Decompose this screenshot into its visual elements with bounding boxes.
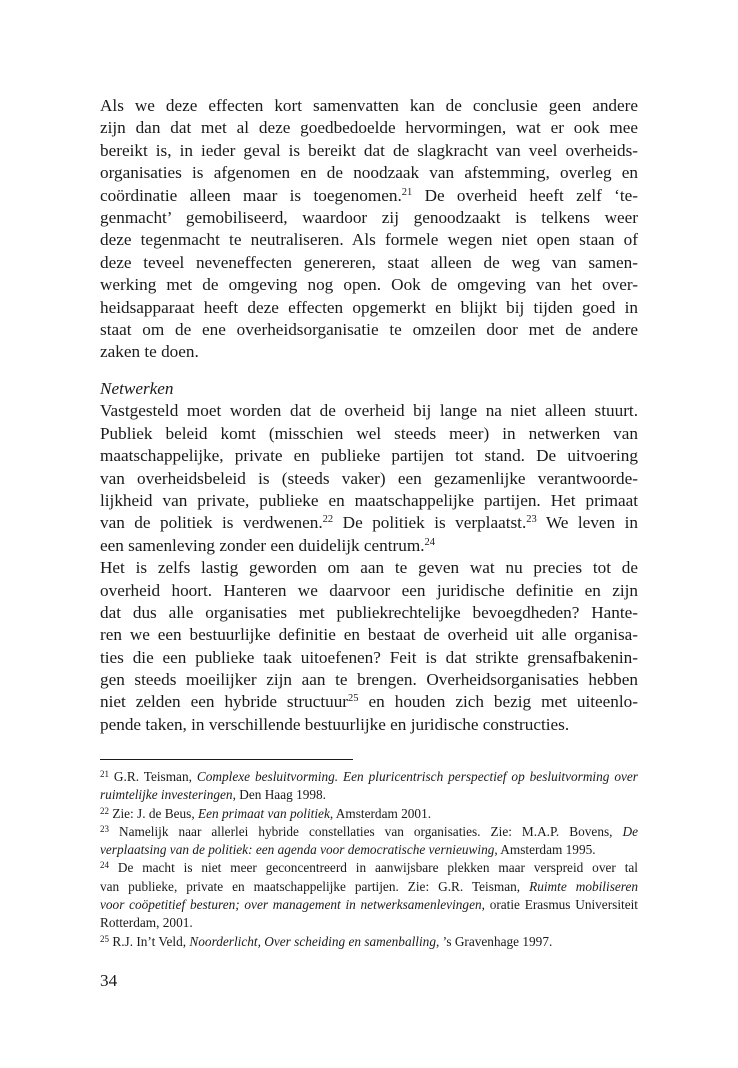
- body-line: bereikt is, in ieder geval is bereikt dat de slagkracht van veel overheids-: [100, 140, 638, 160]
- body-text: De overheid heeft zelf ‘te-: [412, 185, 638, 205]
- body-line: pende taken, in verschillende bestuurlijke en juridische constructies.: [100, 714, 570, 734]
- paragraph-3: [100, 557, 638, 736]
- body-line: Als we deze effecten kort samenvatten kan de conclusie geen andere: [100, 96, 638, 115]
- body-line: deze teveel neveneffecten genereren, staat alleen de weg van samen-: [100, 252, 638, 272]
- footnote-title: Een primaat van politiek: [198, 805, 330, 821]
- footnote-22: [100, 805, 638, 823]
- section-heading: Netwerken: [100, 379, 174, 398]
- body-line: deze tegenmacht te neutraliseren. Als formele wegen niet open staan of: [100, 230, 638, 250]
- footnote-text: , Amsterdam 2001.: [329, 805, 432, 821]
- section-networks: [100, 378, 638, 736]
- footnote-title: voor coöpetitief besturen; over management in netwerksamenlevingen: [100, 897, 482, 913]
- footnote-text: Namelijk naar allerlei hybride constellaties van organisaties. Zie: M.A.P. Bovens,: [109, 823, 623, 839]
- footnote-title: Complexe besluitvorming. Een pluricentrisch perspectief op besluitvorming over: [196, 769, 638, 784]
- footnote-line: [100, 786, 638, 804]
- footnote-25: [100, 933, 638, 951]
- footnote-text: R.J. In’t Veld,: [109, 933, 190, 949]
- footnote-line: [100, 823, 638, 841]
- footnotes: [100, 768, 638, 951]
- footnote-title: De: [622, 823, 638, 839]
- body-line: dat dus alle organisaties met publiekrechtelijke bevoegdheden? Hante-: [100, 602, 638, 622]
- body-line: [100, 185, 638, 207]
- footnote-line: [100, 933, 638, 951]
- body-line: [100, 535, 638, 557]
- body-line: ties die een publieke taak uitoefenen? Feit is dat strikte grensafbakenin-: [100, 647, 638, 667]
- body-text: een samenleving zonder een duidelijk centrum.: [100, 535, 425, 555]
- footnote-title: Ruimte mobiliseren: [529, 878, 639, 894]
- body-line: [100, 691, 638, 713]
- body-text: niet zelden een hybride structuur: [100, 692, 349, 712]
- body-line: van overheidsbeleid is (steeds vaker) een gezamenlijke verantwoorde-: [100, 468, 638, 488]
- footnote-line: [100, 859, 638, 877]
- footnote-title: verplaatsing van de politiek: een agenda voor democratische vernieuwing: [100, 842, 495, 858]
- footnote-number: 21: [100, 769, 109, 779]
- body-text: coördinatie alleen maar is toegenomen.: [100, 185, 402, 205]
- body-line: zijn dan dat met al deze goedbedoelde hervormingen, wat er ook mee: [100, 118, 638, 138]
- footnote-ref-23[interactable]: 23: [526, 514, 537, 526]
- body-line: genmacht’ gemobiliseerd, waardoor zij genoodzaakt is telkens weer: [100, 207, 638, 227]
- paragraph-1: [100, 95, 638, 364]
- footnote-ref-25[interactable]: 25: [348, 693, 359, 705]
- footnote-title: ruimtelijke investeringen: [100, 787, 233, 803]
- footnote-23: [100, 823, 638, 860]
- footnote-number: 25: [100, 933, 109, 944]
- footnote-number: 24: [100, 860, 109, 871]
- body-line: ren we een bestuurlijke definitie en bestaat de overheid uit alle organisa-: [100, 625, 638, 645]
- footnote-ref-21[interactable]: 21: [401, 186, 413, 198]
- footnote-title: Noorderlicht, Over scheiding en samenballing: [189, 933, 436, 949]
- footnote-text: , Amsterdam 1995.: [494, 842, 596, 858]
- body-line: maatschappelijke, private en publieke partijen tot stand. De uitvoering: [100, 446, 638, 466]
- footnote-21: [100, 768, 638, 805]
- body-text: en houden zich bezig met uiteenlo-: [358, 692, 638, 712]
- footnote-text: van publieke, private en maatschappelijke partijen. Zie: G.R. Teisman,: [100, 878, 530, 894]
- footnote-line: [100, 878, 638, 896]
- body-line: zaken te doen.: [100, 342, 199, 362]
- body-line: organisaties is afgenomen en de noodzaak van afstemming, overleg en: [100, 163, 638, 183]
- footnote-number: 22: [100, 805, 109, 816]
- footnote-text: , Den Haag 1998.: [232, 787, 326, 803]
- body-line: gen steeds moeilijker zijn aan te brengen. Overheidsorganisaties hebben: [100, 670, 638, 690]
- footnote-text: De macht is niet meer geconcentreerd in aanwijsbare plekken maar verspreid over tal: [109, 860, 638, 876]
- body-line: Publiek beleid komt (misschien wel steeds meer) in netwerken van: [100, 423, 638, 443]
- body-line: werking met de omgeving nog open. Ook de omgeving van het over-: [100, 275, 638, 295]
- page-number: 34: [100, 971, 118, 990]
- footnote-ref-24[interactable]: 24: [424, 536, 436, 548]
- footnote-line: Rotterdam, 2001.: [100, 915, 193, 931]
- footnote-text: G.R. Teisman,: [109, 769, 197, 784]
- body-line: [100, 512, 638, 534]
- footnote-line: [100, 805, 638, 823]
- footnote-ref-22[interactable]: 22: [322, 514, 334, 526]
- body-line: Vastgesteld moet worden dat de overheid bij lange na niet alleen stuurt.: [100, 401, 638, 421]
- footnote-text: , oratie Erasmus Universiteit: [481, 897, 638, 913]
- body-line: lijkheid van private, publieke en maatschappelijke partijen. Het primaat: [100, 490, 638, 510]
- footnote-line: [100, 896, 638, 914]
- footnote-number: 23: [100, 823, 109, 834]
- body-line: overheid hoort. Hanteren we daarvoor een juridische definitie en zijn: [100, 580, 638, 600]
- body-line: Het is zelfs lastig geworden om aan te geven wat nu precies tot de: [100, 558, 638, 578]
- footnote-line: [100, 768, 638, 786]
- body-line: heidsapparaat heeft deze effecten opgemerkt en blijkt bij tijden goed in: [100, 297, 638, 317]
- footnote-24: [100, 859, 638, 932]
- body-text: We leven in: [536, 513, 638, 533]
- body-line: staat om de ene overheidsorganisatie te omzeilen door met de andere: [100, 319, 638, 339]
- paragraph-2: [100, 400, 638, 557]
- body-text: van de politiek is verdwenen.: [100, 513, 323, 533]
- footnote-separator: [100, 759, 353, 760]
- body-text: De politiek is verplaatst.: [333, 513, 527, 533]
- footnote-line: [100, 841, 638, 859]
- footnote-text: Zie: J. de Beus,: [109, 805, 199, 821]
- footnote-text: , ’s Gravenhage 1997.: [435, 933, 553, 949]
